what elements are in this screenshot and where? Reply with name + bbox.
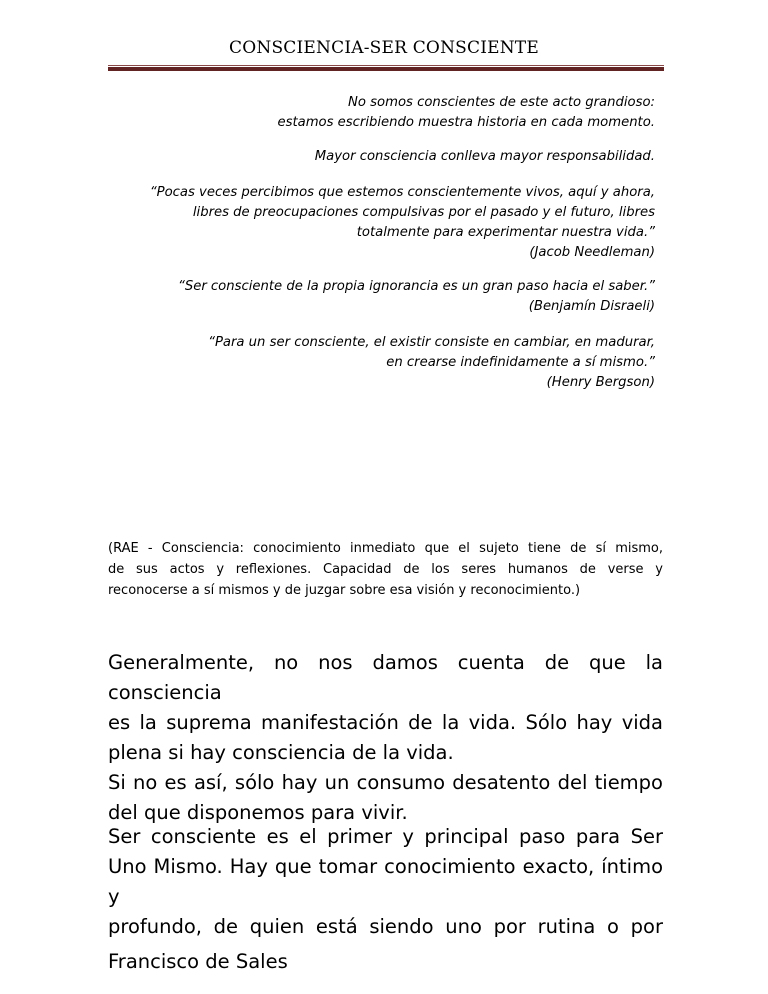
quote-line: totalmente para experimentar nuestra vida.” [356,225,655,240]
quote-line: estamos escribiendo muestra historia en cada momento. [277,115,655,130]
quote-line: Mayor consciencia conlleva mayor responsabilidad. [314,149,655,164]
quote-line: “Ser consciente de la propia ignorancia es un gran paso hacia el saber.” [178,279,655,294]
quote-2 [315,147,655,167]
quote-line: “Para un ser consciente, el existir consiste en cambiar, en madurar, [208,335,655,350]
footer-author: Francisco de Sales [108,950,288,973]
quote-line: libres de preocupaciones compulsivas por el pasado y el futuro, libres [192,205,655,220]
paragraph-line: Ser consciente es el primer y principal paso para Ser [108,825,663,848]
paragraph-line: del que disponemos para vivir. [108,801,408,824]
rae-definition [108,538,663,601]
paragraph-line: plena si hay consciencia de la vida. [108,741,454,764]
quote-line: No somos conscientes de este acto grandioso: [348,95,655,110]
paragraph-line: profundo, de quien está siendo uno por rutina o por [108,915,663,938]
paragraph-2 [108,822,663,942]
quote-author: (Jacob Needleman) [529,245,655,260]
paragraph-line: es la suprema manifestación de la vida. Sólo hay vida [108,711,663,734]
paragraph-line: Si no es así, sólo hay un consumo desatento del tiempo [108,771,663,794]
paragraph-line: Uno Mismo. Hay que tomar conocimiento exacto, íntimo y [108,855,663,908]
rae-line: reconocerse a sí mismos y de juzgar sobre esa visión y reconocimiento.) [108,583,581,598]
quote-3 [150,183,655,263]
paragraph-line: Generalmente, no nos damos cuenta de que la consciencia [108,651,663,704]
quote-line: “Pocas veces percibimos que estemos conscientemente vivos, aquí y ahora, [149,185,655,200]
quote-1 [277,93,655,133]
header-rule-thick [108,67,664,71]
rae-line: de sus actos y reflexiones. Capacidad de los seres humanos de verse y [108,562,663,577]
rae-line: (RAE - Consciencia: conocimiento inmediato que el sujeto tiene de sí mismo, [108,541,663,556]
quote-5 [208,333,655,393]
header-rule-thin [108,65,664,66]
quote-4 [178,277,655,317]
quote-line: en crearse indefinidamente a sí mismo.” [386,355,655,370]
quote-author: (Benjamín Disraeli) [528,299,655,314]
paragraph-1 [108,648,663,828]
quote-author: (Henry Bergson) [546,375,655,390]
page-header-title: CONSCIENCIA-SER CONSCIENTE [229,38,539,58]
